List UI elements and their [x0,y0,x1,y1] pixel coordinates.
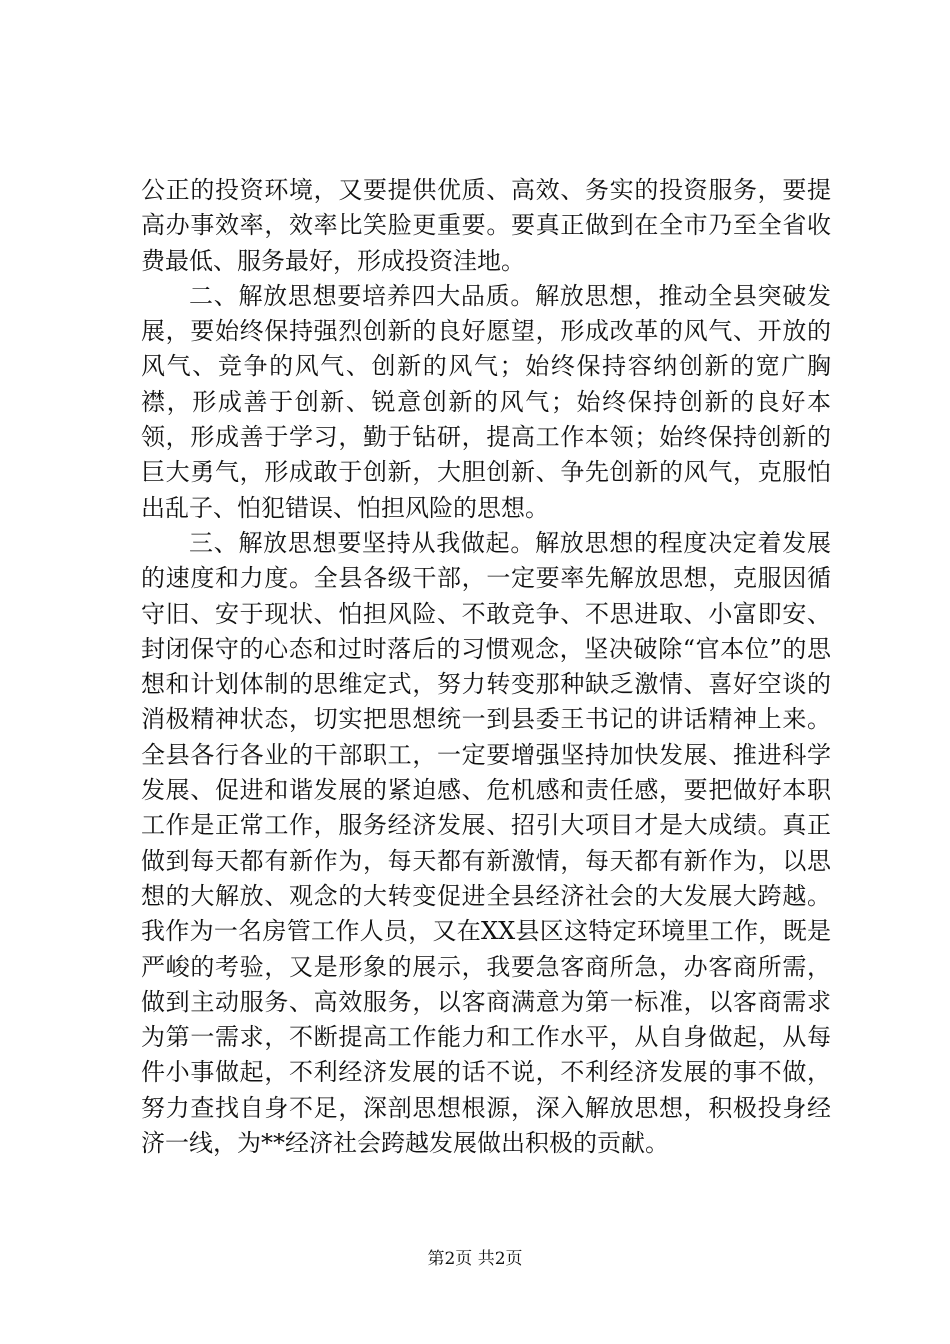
paragraph-continuation: 公正的投资环境，又要提供优质、高效、务实的投资服务，要提高办事效率，效率比笑脸更重要。要真正做到在全市乃至全省收费最低、服务最好，形成投资洼地。 [141,176,831,275]
paragraph-section-two: 二、解放思想要培养四大品质。解放思想，推动全县突破发展，要始终保持强烈创新的良好愿望，形成改革的风气、开放的风气、竞争的风气、创新的风气；始终保持容纳创新的宽广胸襟，形成善于创新、锐意创新的风气；始终保持创新的良好本领，形成善于学习，勤于钻研，提高工作本领；始终保持创新的巨大勇气，形成敢于创新，大胆创新、争先创新的风气，克服怕出乱子、怕犯错误、怕担风险的思想。 [141,281,831,522]
paragraph-section-three: 三、解放思想要坚持从我做起。解放思想的程度决定着发展的速度和力度。全县各级干部，一定要率先解放思想，克服因循守旧、安于现状、怕担风险、不敢竞争、不思进取、小富即安、封闭保守的心态和过时落后的习惯观念，坚决破除“官本位”的思想和计划体制的思维定式，努力转变那种缺乏激情、喜好空谈的消极精神状态，切实把思想统一到县委王书记的讲话精神上来。全县各行各业的干部职工，一定要增强坚持加快发展、推进科学发展、促进和谐发展的紧迫感、危机感和责任感，要把做好本职工作是正常工作，服务经济发展、招引大项目才是大成绩。真正做到每天都有新作为，每天都有新激情，每天都有新作为，以思想的大解放、观念的大转变促进全县经济社会的大发展大跨越。我作为一名房管工作人员，又在XX县区这特定环境里工作，既是严峻的考验，又是形象的展示，我要急客商所急，办客商所需，做到主动服务、高效服务，以客商满意为第一标准，以客商需求为第一需求，不断提高工作能力和工作水平，从自身做起，从每件小事做起，不利经济发展的话不说，不利经济发展的事不做，努力查找自身不足，深剖思想根源，深入解放思想，积极投身经济一线，为**经济社会跨越发展做出积极的贡献。 [141,528,831,1158]
page-footer: 第2页 共2页 [427,1249,523,1269]
document-body [141,173,831,1161]
